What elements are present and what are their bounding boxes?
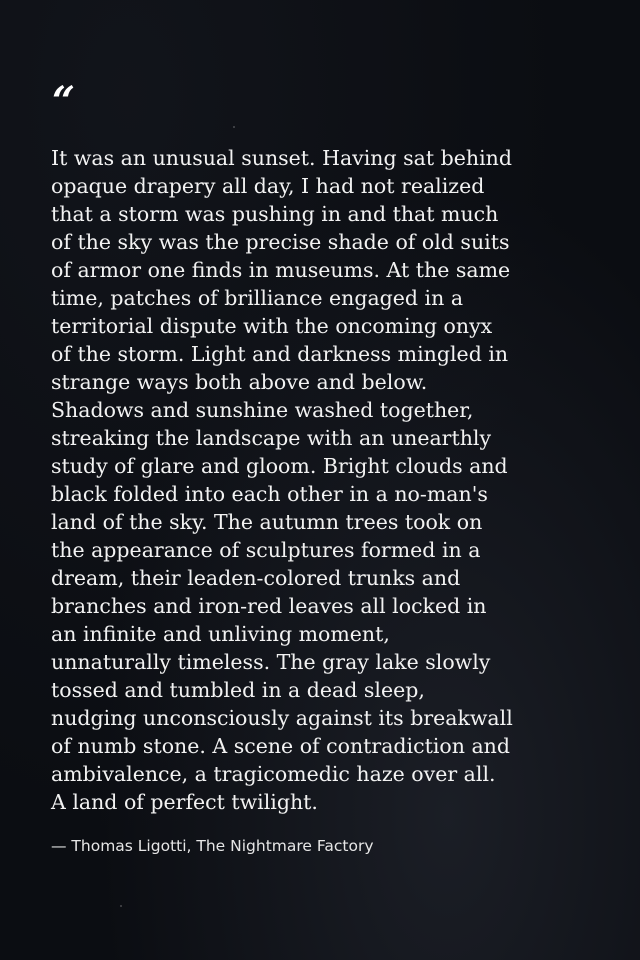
quote-line: ambivalence, a tragicomedic haze over all. bbox=[51, 762, 496, 786]
quote-line: It was an unusual sunset. Having sat behind bbox=[51, 146, 512, 170]
quote-line: Shadows and sunshine washed together, bbox=[51, 398, 474, 422]
quote-line: A land of perfect twilight. bbox=[51, 790, 318, 814]
quote-line: territorial dispute with the oncoming onyx bbox=[51, 314, 493, 338]
background-speck bbox=[233, 126, 235, 128]
quote-line: that a storm was pushing in and that much bbox=[51, 202, 499, 226]
quote-line: of the sky was the precise shade of old suits bbox=[51, 230, 510, 254]
quote-line: streaking the landscape with an unearthly bbox=[51, 426, 492, 450]
quote-line: tossed and tumbled in a dead sleep, bbox=[51, 678, 425, 702]
quote-line: of armor one finds in museums. At the same bbox=[51, 258, 511, 282]
quote-line: opaque drapery all day, I had not realized bbox=[51, 174, 485, 198]
quote-mark-icon: “ bbox=[52, 78, 76, 125]
quote-line: black folded into each other in a no-man's bbox=[51, 482, 488, 506]
quote-line: of the storm. Light and darkness mingled in bbox=[51, 342, 509, 366]
background-speck bbox=[120, 905, 122, 907]
quote-line: land of the sky. The autumn trees took on bbox=[51, 510, 483, 534]
quote-text bbox=[51, 144, 611, 816]
quote-line: dream, their leaden-colored trunks and bbox=[51, 566, 461, 590]
quote-line: the appearance of sculptures formed in a bbox=[51, 538, 481, 562]
quote-line: nudging unconsciously against its breakwall bbox=[51, 706, 513, 730]
quote-attribution: — Thomas Ligotti, The Nightmare Factory bbox=[51, 837, 374, 855]
quote-line: strange ways both above and below. bbox=[51, 370, 428, 394]
quote-line: time, patches of brilliance engaged in a bbox=[51, 286, 464, 310]
quote-line: unnaturally timeless. The gray lake slowly bbox=[51, 650, 491, 674]
quote-line: branches and iron-red leaves all locked in bbox=[51, 594, 487, 618]
quote-line: study of glare and gloom. Bright clouds and bbox=[51, 454, 508, 478]
quote-line: of numb stone. A scene of contradiction and bbox=[51, 734, 510, 758]
quote-line: an infinite and unliving moment, bbox=[51, 622, 390, 646]
